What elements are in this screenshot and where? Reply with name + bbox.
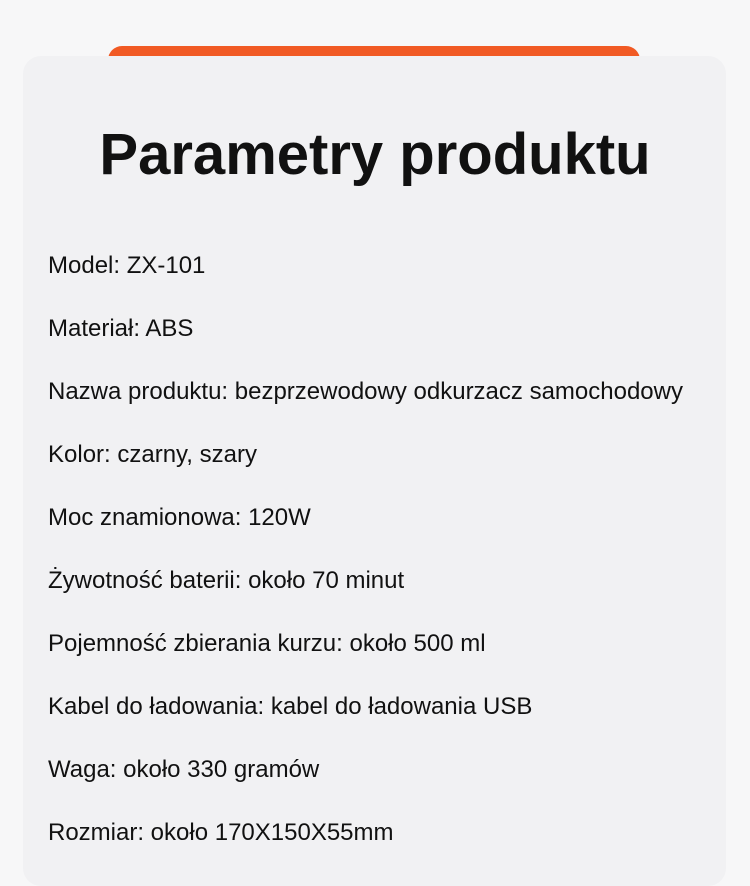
spec-product-name: Nazwa produktu: bezprzewodowy odkurzacz samochodowy — [48, 378, 683, 405]
spec-list — [48, 248, 683, 878]
spec-material: Materiał: ABS — [48, 315, 194, 342]
spec-color: Kolor: czarny, szary — [48, 441, 257, 468]
spec-battery-life: Żywotność baterii: około 70 minut — [48, 567, 405, 594]
spec-rated-power: Moc znamionowa: 120W — [48, 504, 311, 531]
spec-model: Model: ZX-101 — [48, 252, 206, 279]
spec-weight: Waga: około 330 gramów — [48, 756, 320, 783]
page-title: Parametry produktu — [99, 122, 651, 187]
spec-dust-capacity: Pojemność zbierania kurzu: około 500 ml — [48, 630, 486, 657]
spec-size: Rozmiar: około 170X150X55mm — [48, 819, 394, 846]
spec-charging-cable: Kabel do ładowania: kabel do ładowania USB — [48, 693, 533, 720]
